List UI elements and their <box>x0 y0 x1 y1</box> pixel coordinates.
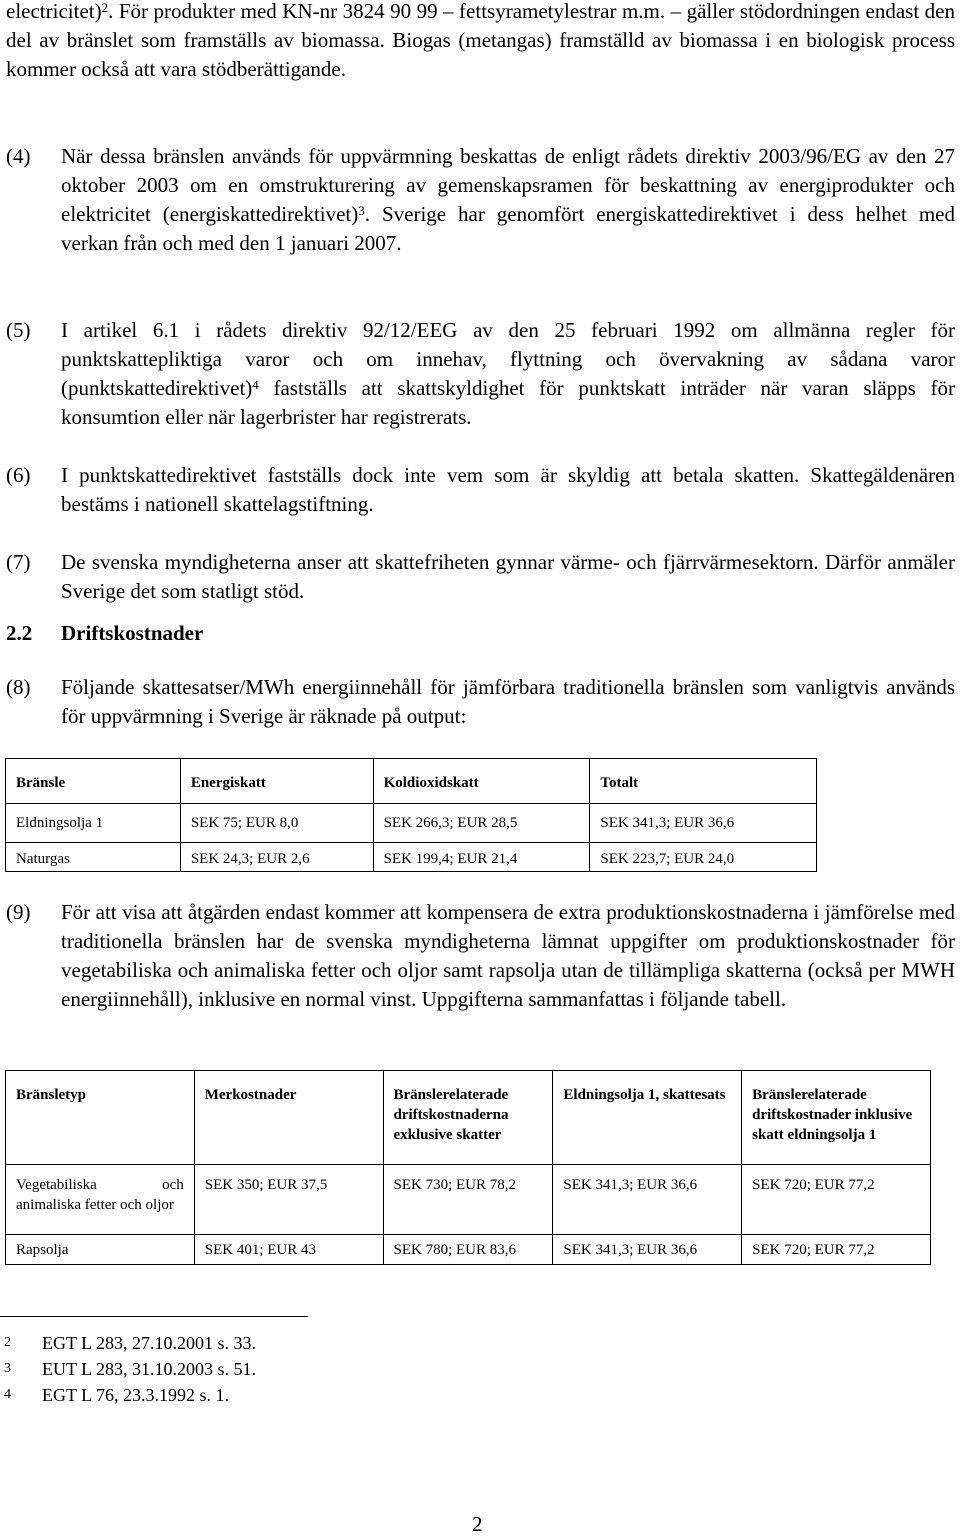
paragraph-number-6: (6) <box>6 463 31 487</box>
intro-text-b: . För produkter med KN-nr 3824 90 99 – fettsyrametylestrar m.m. – gäller stödordningen endast den del av bränslet som framställs av biomassa. Biogas (metangas) framställd av biomassa i en biologisk process kommer också att vara stödberättigande. <box>6 0 955 81</box>
table-header-row <box>6 759 817 804</box>
table-cell: Vegetabiliska och animaliska fetter och oljor <box>6 1165 195 1235</box>
table-row <box>6 1165 931 1235</box>
production-cost-table <box>5 1070 931 1265</box>
footnote-number: 3 <box>4 1361 11 1376</box>
table-header-cell: Bränslerelaterade driftskostnaderna exklusive skatter <box>383 1071 553 1165</box>
table-cell: SEK 24,3; EUR 2,6 <box>180 843 373 872</box>
table-cell: SEK 730; EUR 78,2 <box>383 1165 553 1235</box>
table-header-cell: Koldioxidskatt <box>373 759 590 804</box>
paragraph-6: I punktskattedirektivet fastställs dock inte vem som är skyldig att betala skatten. Skattegäldenären bestäms i nationell skattelagstiftning. <box>61 463 955 516</box>
intro-paragraph <box>6 0 955 84</box>
footnote-number: 4 <box>4 1387 11 1402</box>
paragraph-number-7: (7) <box>6 550 31 574</box>
table-row <box>6 1235 931 1265</box>
table-header-cell: Eldningsolja 1, skattesats <box>553 1071 742 1165</box>
table-cell: SEK 199,4; EUR 21,4 <box>373 843 590 872</box>
table-header-cell: Merkostnader <box>194 1071 383 1165</box>
table-header-cell: Bränslerelaterade driftskostnader inklusive skatt eldningsolja 1 <box>742 1071 931 1165</box>
table-cell: SEK 780; EUR 83,6 <box>383 1235 553 1265</box>
section-number: 2.2 <box>6 621 33 645</box>
paragraph-number-8: (8) <box>6 675 31 699</box>
table-cell: SEK 350; EUR 37,5 <box>194 1165 383 1235</box>
footnote-ref-4: 4 <box>252 377 259 392</box>
table-cell: SEK 720; EUR 77,2 <box>742 1165 931 1235</box>
paragraph-5 <box>61 316 955 432</box>
footnote <box>0 1382 500 1408</box>
paragraph-8: Följande skattesatser/MWh energiinnehåll för jämförbara traditionella bränslen som vanligtvis används för uppvärmning i Sverige är räknade på output: <box>61 675 955 728</box>
paragraph-7: De svenska myndigheterna anser att skattefriheten gynnar värme- och fjärrvärmesektorn. Därför anmäler Sverige det som statligt stöd. <box>61 550 955 603</box>
table-header-cell: Bränsle <box>6 759 181 804</box>
paragraph-9: För att visa att åtgärden endast kommer att kompensera de extra produktionskostnaderna i jämförelse med traditionella bränslen har de svenska myndigheterna lämnat uppgifter om produktionskostnader för vegetabiliska och animaliska fetter och oljor samt rapsolja utan de tillämpliga skatterna (också per MWH energiinnehåll), inklusive en normal vinst. Uppgifterna sammanfattas i följande tabell. <box>61 900 955 1011</box>
table-cell: SEK 341,3; EUR 36,6 <box>553 1235 742 1265</box>
table-cell: SEK 223,7; EUR 24,0 <box>590 843 817 872</box>
paragraph-4-text-a: När dessa bränslen används för uppvärmning beskattas de enligt rådets direktiv 2003/96/EG av den 27 oktober 2003 om en omstrukturering av gemenskapsramen för beskattning av energiprodukter och elektricitet (energiskattedirektivet) <box>61 144 955 226</box>
table-cell: SEK 341,3; EUR 36,6 <box>590 804 817 843</box>
footnote-text: EUT L 283, 31.10.2003 s. 51. <box>42 1359 256 1379</box>
paragraph-number-9: (9) <box>6 900 31 924</box>
paragraph-5-text-a: I artikel 6.1 i rådets direktiv 92/12/EEG av den 25 februari 1992 om allmänna regler för punktskattepliktiga varor och om innehav, flyttning och övervakning av sådana varor (punktskattedirektivet) <box>61 318 955 400</box>
table-header-cell: Bränsletyp <box>6 1071 195 1165</box>
intro-text-a: electricitet) <box>6 0 102 23</box>
footnote-text: EGT L 76, 23.3.1992 s. 1. <box>42 1385 229 1405</box>
table-header-cell: Totalt <box>590 759 817 804</box>
paragraph-number-5: (5) <box>6 318 31 342</box>
table-cell: SEK 720; EUR 77,2 <box>742 1235 931 1265</box>
footnote-ref-2: 2 <box>101 0 109 15</box>
paragraph-4 <box>61 142 955 258</box>
footnote <box>0 1330 500 1356</box>
table-cell: SEK 341,3; EUR 36,6 <box>553 1165 742 1235</box>
table-cell: SEK 75; EUR 8,0 <box>180 804 373 843</box>
section-title: Driftskostnader <box>61 621 204 645</box>
footnote-separator <box>0 1316 308 1317</box>
footnote <box>0 1356 500 1382</box>
table-header-cell: Energiskatt <box>180 759 373 804</box>
paragraph-5-text-b: fastställs att skattskyldighet för punktskatt inträder när varan släpps för konsumtion eller när lagerbrister har registrerats. <box>61 376 955 429</box>
page-number: 2 <box>472 1512 483 1536</box>
table-cell: Naturgas <box>6 843 181 872</box>
table-header-row <box>6 1071 931 1165</box>
paragraph-number-4: (4) <box>6 144 31 168</box>
footnote-number: 2 <box>4 1335 11 1350</box>
table-cell: SEK 401; EUR 43 <box>194 1235 383 1265</box>
footnote-ref-3: 3 <box>358 203 365 218</box>
paragraph-4-text-b: . Sverige har genomfört energiskattedirektivet i dess helhet med verkan från och med den 1 januari 2007. <box>61 202 955 255</box>
table-cell: Rapsolja <box>6 1235 195 1265</box>
table-cell: SEK 266,3; EUR 28,5 <box>373 804 590 843</box>
table-row <box>6 843 817 872</box>
footnote-text: EGT L 283, 27.10.2001 s. 33. <box>42 1333 256 1353</box>
table-cell: Eldningsolja 1 <box>6 804 181 843</box>
table-row <box>6 804 817 843</box>
tax-rates-table <box>5 758 817 872</box>
